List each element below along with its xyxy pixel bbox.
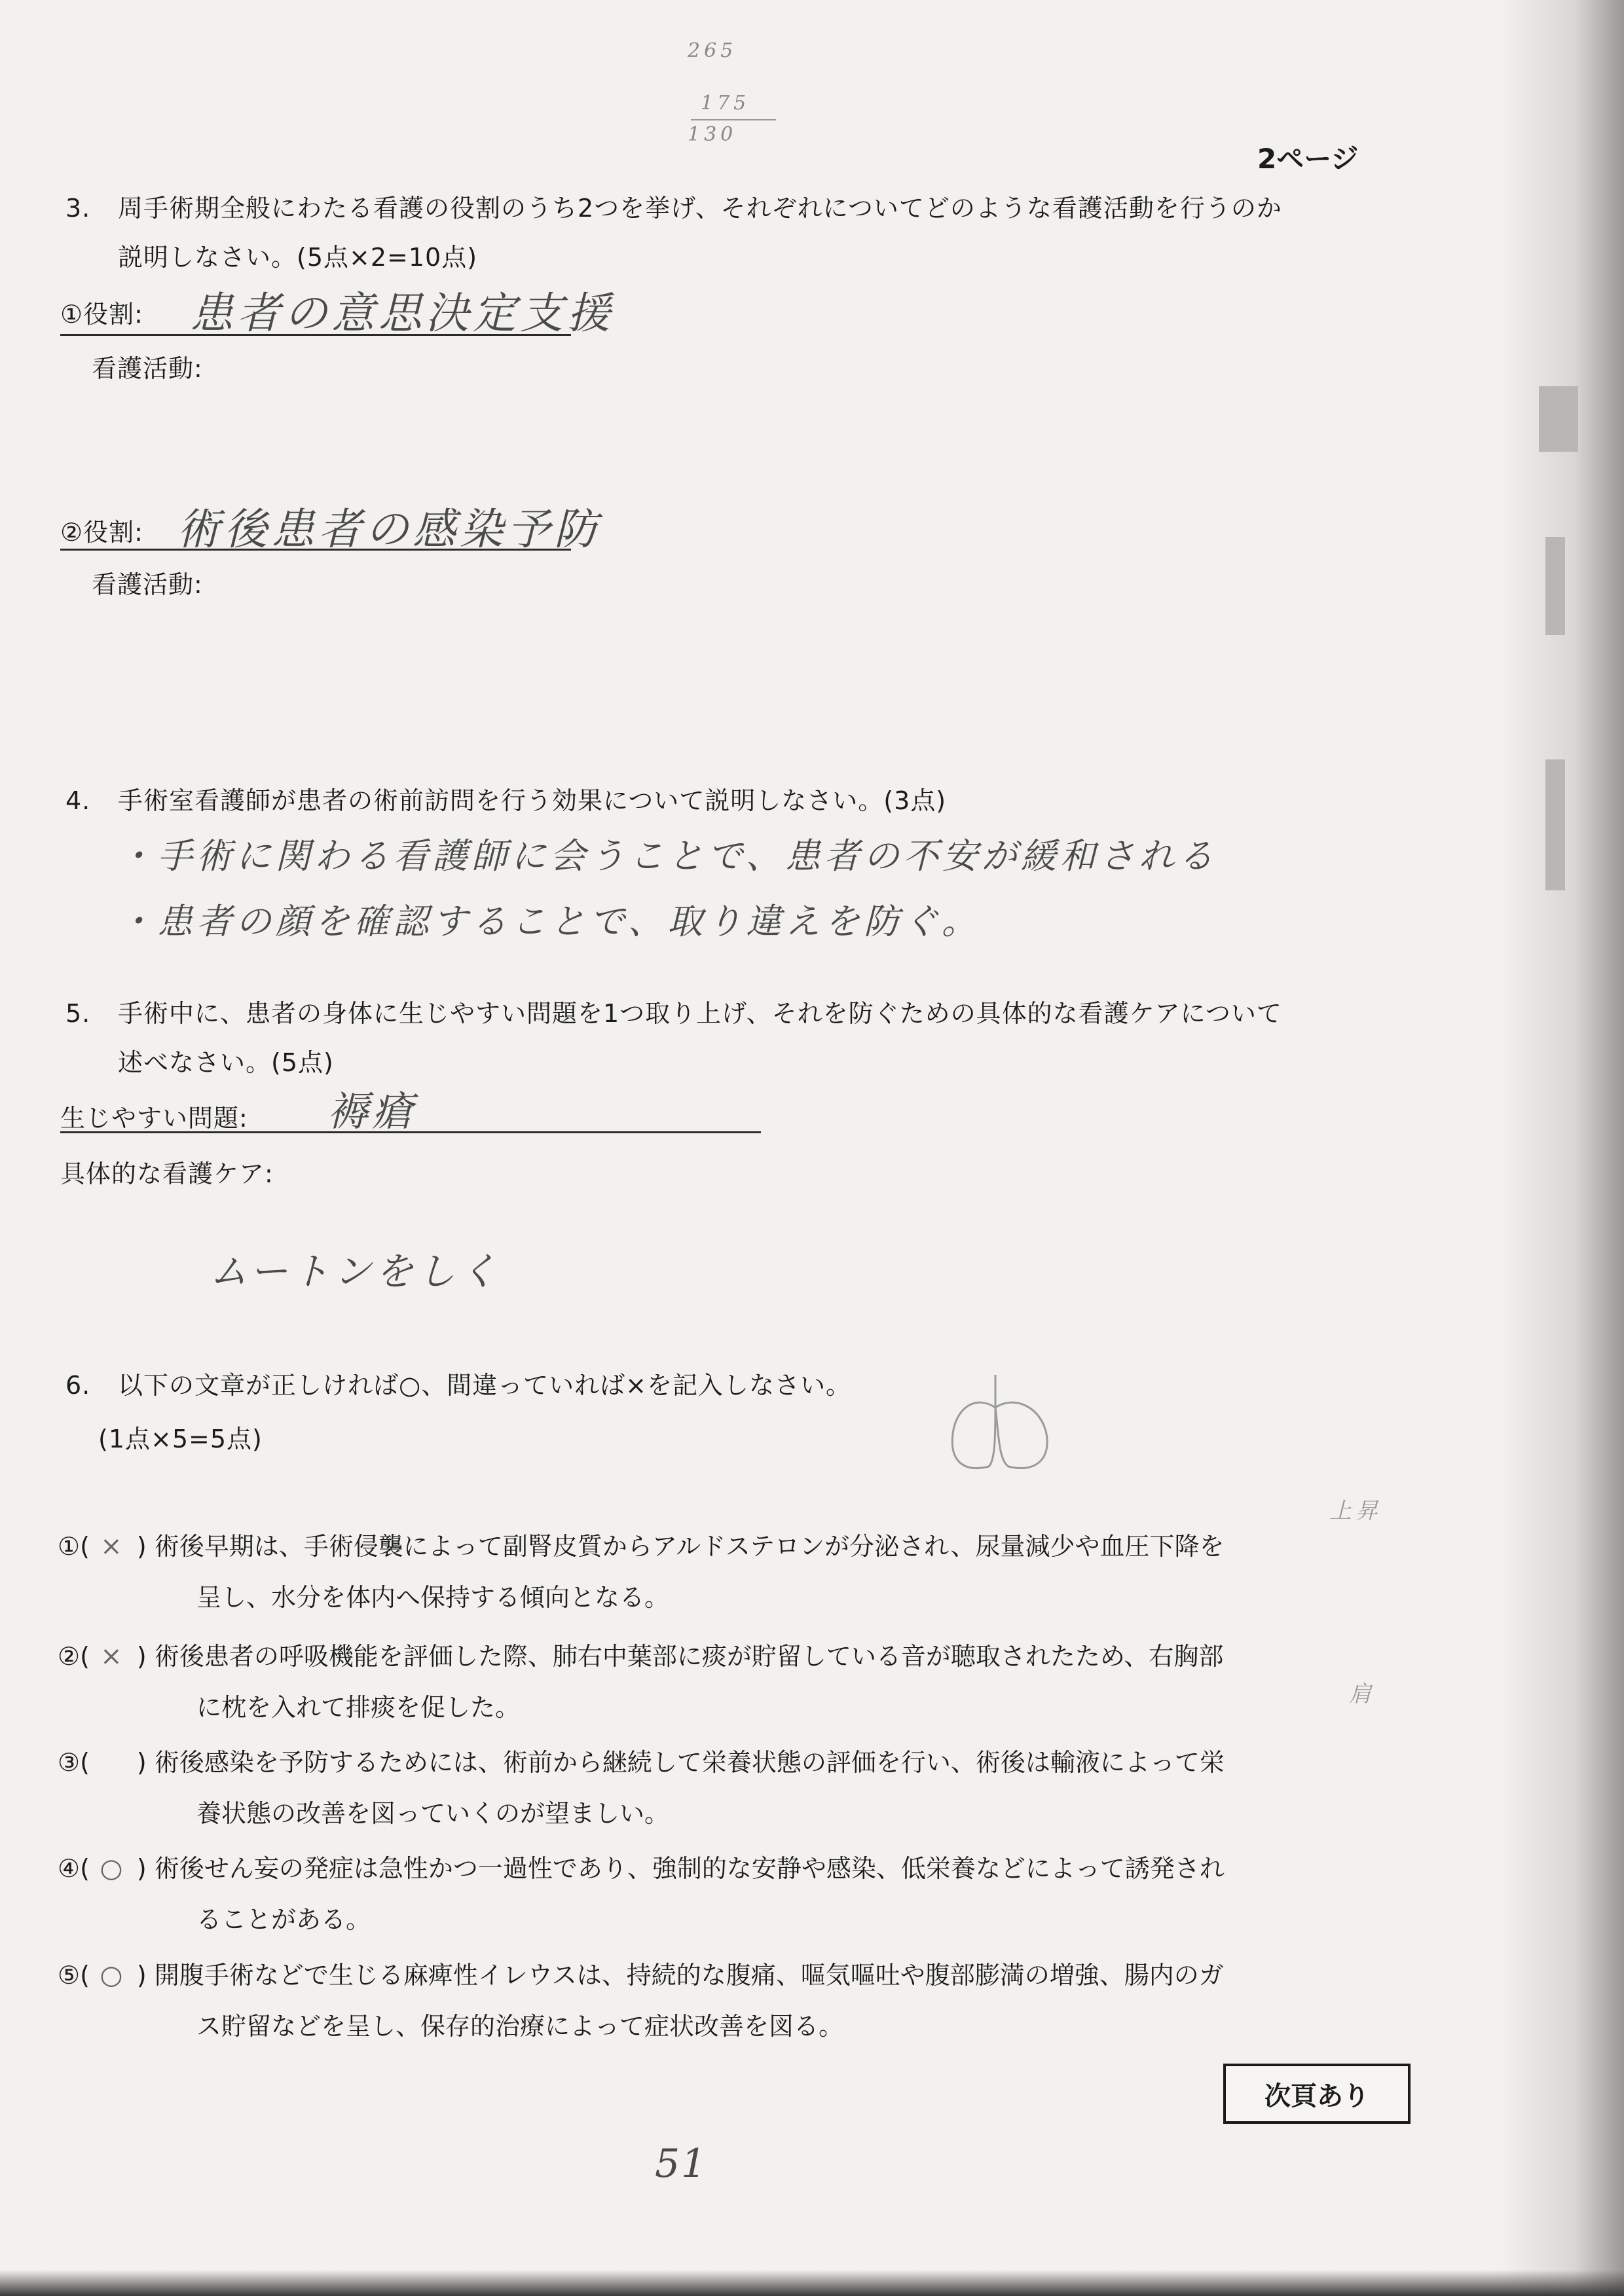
q4-text: 手術室看護師が患者の術前訪問を行う効果について説明しなさい。(3点) [118, 786, 947, 815]
tf-item: ③( ) 術後感染を予防するためには、術前から継続して栄養状態の評価を行い、術後は輸液によって栄 [58, 1748, 1225, 1777]
q3-text-line1: 周手術期全般にわたる看護の役割のうち2つを挙げ、それぞれについてどのような看護活動を行うのか [118, 194, 1282, 223]
q6-text: 以下の文章が正しければ○、間違っていれば×を記入しなさい。 [118, 1371, 851, 1400]
calc-rule [691, 119, 776, 120]
margin-calc: 265 [688, 39, 737, 62]
role2-answer: 術後患者の感染予防 [177, 504, 601, 555]
problem-answer: 褥瘡 [327, 1087, 417, 1135]
item-line2: ス貯留などを呈し、保存的治療によって症状改善を図る。 [196, 2012, 844, 2041]
answer-mark: × [100, 1531, 126, 1561]
q4-answer-line2: ・患者の顔を確認することで、取り違えを防ぐ。 [118, 901, 981, 942]
q6-number: 6. [65, 1371, 91, 1400]
lungs-sketch [930, 1368, 1074, 1480]
item-line2: 呈し、水分を体内へ保持する傾向となる。 [196, 1583, 670, 1612]
q5-number: 5. [65, 999, 91, 1028]
tf-item: ⑤( ○ ) 開腹手術などで生じる麻痺性イレウスは、持続的な腹痛、嘔気嘔吐や腹部膨満の増強、腸内のガ [58, 1948, 1224, 2003]
q5-text-line2: 述べなさい。(5点) [118, 1048, 334, 1077]
role1-underline [60, 334, 571, 336]
answer-mark: ○ [100, 1960, 127, 1990]
problem-label: 生じやすい問題: [60, 1104, 248, 1133]
next-page-box: 次頁あり [1223, 2064, 1411, 2124]
role1-answer: 患者の意思決定支援 [190, 288, 614, 338]
answer-mark: × [100, 1641, 126, 1671]
q4-number: 4. [65, 786, 91, 815]
item-line1: 術後感染を予防するためには、術前から継続して栄養状態の評価を行い、術後は輸液によって栄 [154, 1748, 1225, 1777]
binder-tab [1545, 759, 1565, 890]
scan-edge-right [1500, 0, 1624, 2296]
role2-label: ②役割: [60, 518, 143, 547]
item-number: ④ [58, 1854, 81, 1883]
item-line1: 術後早期は、手術侵襲によって副腎皮質からアルドステロンが分泌され、尿量減少や血圧下降を [154, 1532, 1225, 1561]
margin-calc: 175 [701, 92, 750, 115]
item-number: ② [58, 1642, 81, 1671]
role2-underline [60, 549, 571, 551]
binder-tab [1539, 386, 1578, 452]
answer-mark: ○ [100, 1853, 127, 1884]
tf-item: ②( × ) 術後患者の呼吸機能を評価した際、肺右中葉部に痰が貯留している音が聴取されたため、右胸部 [58, 1629, 1223, 1684]
item-line1: 術後患者の呼吸機能を評価した際、肺右中葉部に痰が貯留している音が聴取されたため、右胸部 [154, 1642, 1224, 1671]
q4-answer-line1: ・手術に関わる看護師に会うことで、患者の不安が緩和される [118, 835, 1217, 877]
side-note: 上昇 [1329, 1498, 1382, 1524]
item-number: ⑤ [58, 1961, 81, 1990]
problem-underline [60, 1131, 761, 1133]
q3-text-line2: 説明しなさい。(5点×2=10点) [118, 243, 478, 272]
item-line1: 開腹手術などで生じる麻痺性イレウスは、持続的な腹痛、嘔気嘔吐や腹部膨満の増強、腸内のガ [154, 1961, 1224, 1990]
activity2-label: 看護活動: [92, 570, 203, 599]
margin-calc: 130 [688, 123, 737, 146]
tf-item: ④( ○ ) 術後せん妄の発症は急性かつ一過性であり、強制的な安静や感染、低栄養などによって誘発され [58, 1841, 1225, 1896]
role1-label: ①役割: [60, 300, 143, 329]
item-line2: に枕を入れて排痰を促した。 [196, 1693, 521, 1722]
tf-item: ①( × ) 術後早期は、手術侵襲によって副腎皮質からアルドステロンが分泌され、尿量減少や血圧下降を [58, 1519, 1224, 1574]
item-number: ③ [58, 1748, 81, 1777]
q5-text-line1: 手術中に、患者の身体に生じやすい問題を1つ取り上げ、それを防ぐための具体的な看護ケアについて [118, 999, 1282, 1028]
q3-number: 3. [65, 194, 91, 223]
care-label: 具体的な看護ケア: [60, 1159, 274, 1188]
item-line1: 術後せん妄の発症は急性かつ一過性であり、強制的な安静や感染、低栄養などによって誘発され [154, 1854, 1225, 1883]
page-label: 2ページ [1257, 143, 1359, 175]
activity1-label: 看護活動: [92, 354, 203, 383]
care-answer: ムートンをしく [210, 1249, 502, 1294]
page-number: 51 [655, 2141, 708, 2187]
item-number: ① [58, 1532, 81, 1561]
item-line2: 養状態の改善を図っていくのが望ましい。 [196, 1799, 670, 1828]
side-note: 肩 [1349, 1681, 1375, 1707]
binder-tab [1545, 537, 1565, 635]
scan-edge-bottom [0, 2270, 1624, 2296]
item-line2: ることがある。 [196, 1905, 371, 1934]
q6-points: (1点×5=5点) [98, 1425, 263, 1453]
